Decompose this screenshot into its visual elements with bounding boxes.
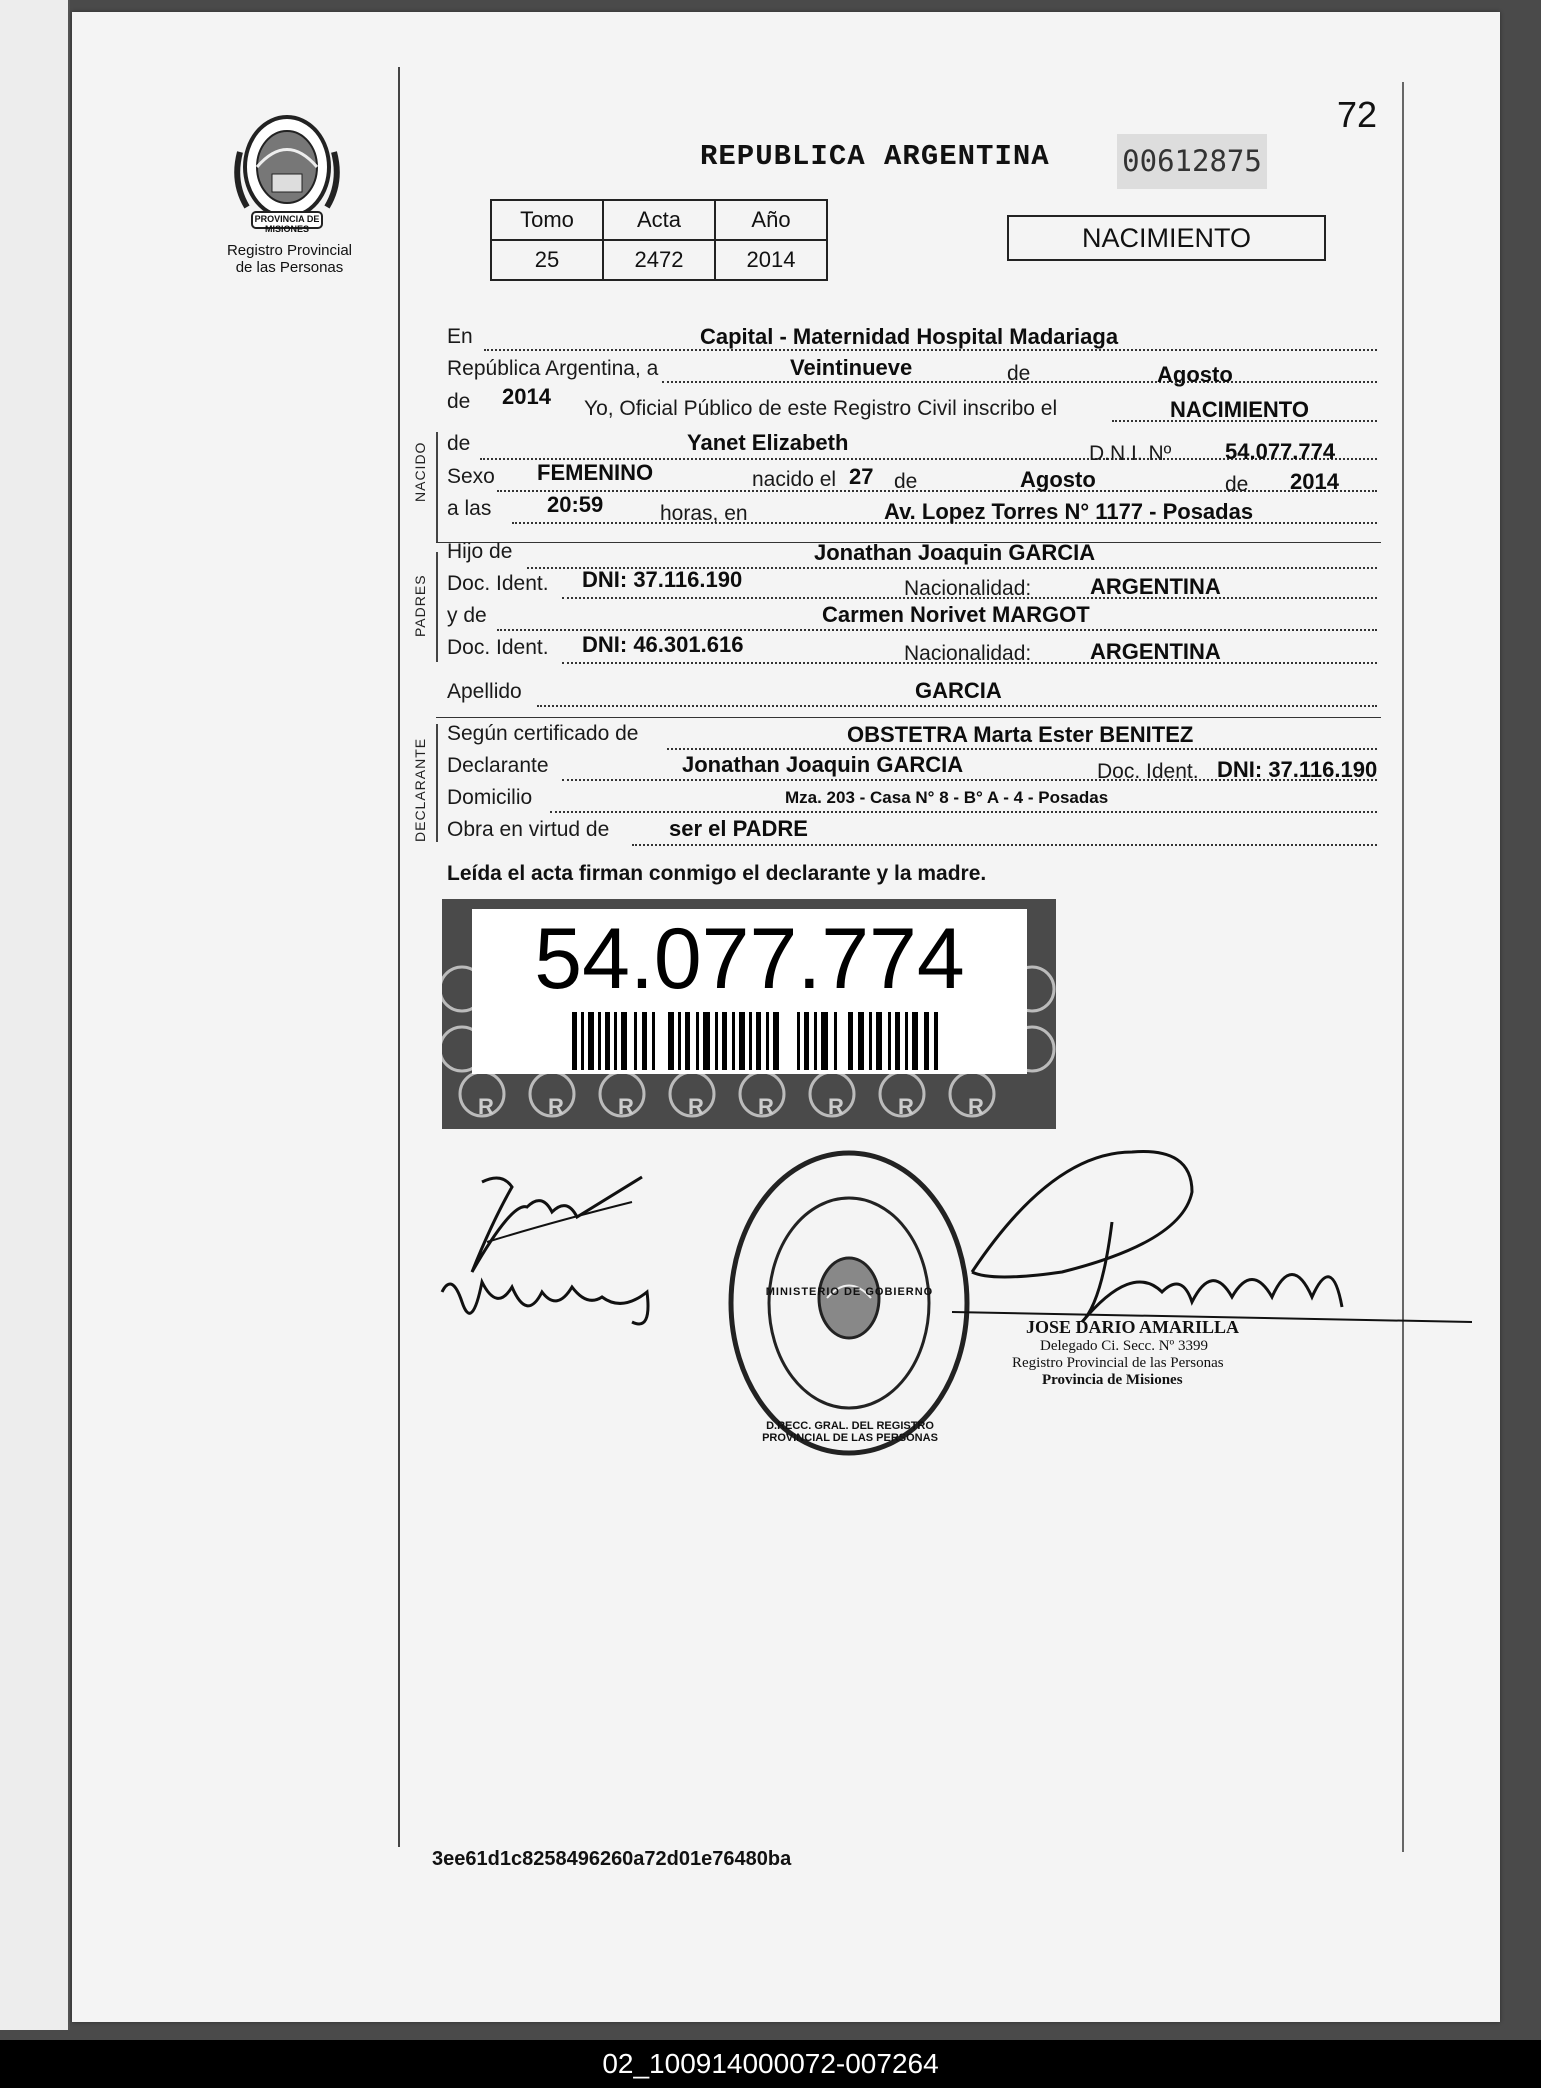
nacido-el-label: nacido el	[752, 468, 837, 491]
birth-de2-label: de	[1225, 473, 1249, 496]
sticker-number: 54.077.774	[534, 911, 965, 1007]
official-name: JOSE DARIO AMARILLA	[1026, 1317, 1240, 1337]
nacido-side-label: NACIDO	[412, 441, 428, 502]
horas-label: horas, en	[660, 502, 748, 525]
child-dni-value: 54.077.774	[1225, 439, 1336, 464]
official-signature	[932, 1132, 1472, 1342]
section-divider-2	[436, 717, 1381, 718]
closing-statement: Leída el acta firman conmigo el declarante y la madre.	[447, 862, 987, 885]
father-nat-label: Nacionalidad:	[904, 577, 1032, 600]
declarant-signatures	[432, 1162, 732, 1352]
official-title: Delegado Ci. Secc. Nº 3399	[1040, 1338, 1208, 1354]
act-type-box: NACIMIENTO	[1007, 215, 1326, 261]
country-title: REPUBLICA ARGENTINA	[700, 140, 1050, 173]
declarante-label: Declarante	[447, 754, 549, 777]
document-hash: 3ee61d1c8258496260a72d01e76480ba	[432, 1848, 792, 1870]
stamp-inner-text: MINISTERIO DE GOBIERNO	[765, 1286, 934, 1298]
registry-line-1: Registro Provincial	[226, 242, 353, 259]
mother-line	[497, 629, 1377, 631]
declarante-bracket	[436, 724, 438, 842]
dni-label: D.N.I. Nº	[1089, 442, 1172, 465]
intro-de2-label: de	[447, 390, 471, 413]
en-label: En	[447, 325, 473, 348]
segun-label: Según certificado de	[447, 722, 639, 745]
intro-day-value: Veintinueve	[790, 355, 913, 380]
birth-time-value: 20:59	[547, 492, 604, 517]
pattern-mark-4: R	[688, 1094, 704, 1119]
acta-header: Acta	[603, 200, 715, 240]
pattern-mark-5: R	[758, 1094, 774, 1119]
sexo-label: Sexo	[447, 465, 495, 488]
padres-side-label: PADRES	[412, 574, 428, 637]
pattern-mark-8: R	[968, 1094, 984, 1119]
obra-label: Obra en virtud de	[447, 818, 610, 841]
logo-text: PROVINCIA DE MISIONES	[254, 214, 320, 234]
declarante-value: Jonathan Joaquin GARCIA	[682, 752, 964, 777]
intro-year-value: 2014	[502, 384, 551, 409]
pattern-mark-2: R	[548, 1094, 564, 1119]
page-number: 72	[1337, 94, 1378, 135]
y-de-label: y de	[447, 604, 487, 627]
father-doc-label: Doc. Ident.	[447, 572, 549, 595]
registry-name	[212, 242, 367, 276]
domicilio-line	[550, 811, 1377, 813]
official-province: Provincia de Misiones	[1042, 1372, 1183, 1388]
apellido-value: GARCIA	[915, 678, 1002, 703]
birth-month-value: Agosto	[1020, 467, 1096, 492]
province-logo	[232, 112, 342, 242]
mother-nat-label: Nacionalidad:	[904, 642, 1032, 665]
birth-de-label: de	[894, 470, 918, 493]
acta-value: 2472	[603, 240, 715, 280]
pattern-mark-3: R	[618, 1094, 634, 1119]
child-name-value: Yanet Elizabeth	[687, 430, 849, 455]
padres-bracket	[436, 552, 438, 662]
volume-record-table	[490, 199, 828, 281]
declarante-side-label: DECLARANTE	[412, 737, 428, 842]
ano-header: Año	[715, 200, 827, 240]
birth-place-value: Av. Lopez Torres N° 1177 - Posadas	[884, 499, 1254, 524]
mother-name-value: Carmen Norivet MARGOT	[822, 602, 1090, 627]
official-signature-block	[1012, 1317, 1372, 1389]
pattern-mark-7: R	[898, 1094, 914, 1119]
oficial-text: Yo, Oficial Público de este Registro Civil inscribo el	[584, 397, 1058, 420]
apellido-line	[537, 705, 1377, 707]
birth-year-value: 2014	[1290, 469, 1339, 494]
domicilio-value: Mza. 203 - Casa N° 8 - B° A - 4 - Posadas	[785, 788, 1109, 807]
nacido-bracket	[436, 432, 438, 542]
father-name-value: Jonathan Joaquin GARCIA	[814, 540, 1096, 565]
father-nat-value: ARGENTINA	[1090, 574, 1221, 599]
pattern-mark-6: R	[828, 1094, 844, 1119]
republica-label: República Argentina, a	[447, 357, 659, 380]
barcode-icon	[572, 1012, 942, 1070]
obra-value: ser el PADRE	[669, 816, 808, 841]
birth-certificate-page	[72, 12, 1500, 2022]
mother-nat-value: ARGENTINA	[1090, 639, 1221, 664]
declarante-doc-value: DNI: 37.116.190	[1217, 757, 1378, 782]
serial-number: 00612875	[1117, 134, 1267, 189]
declarante-doc-label: Doc. Ident.	[1097, 760, 1199, 783]
alas-label: a las	[447, 497, 492, 520]
segun-value: OBSTETRA Marta Ester BENITEZ	[847, 722, 1194, 747]
mother-doc-label: Doc. Ident.	[447, 636, 549, 659]
tomo-value: 25	[491, 240, 603, 280]
father-doc-value: DNI: 37.116.190	[582, 567, 743, 592]
table-header-row	[491, 200, 827, 240]
ano-value: 2014	[715, 240, 827, 280]
scan-id-footer: 02_100914000072-007264	[0, 2040, 1541, 2088]
margin-line-left	[398, 67, 400, 1847]
segun-line	[667, 748, 1377, 750]
domicilio-label: Domicilio	[447, 786, 533, 809]
tomo-header: Tomo	[491, 200, 603, 240]
birth-day-value: 27	[849, 464, 874, 489]
official-registry: Registro Provincial de las Personas	[1012, 1355, 1224, 1371]
pattern-mark-1: R	[478, 1094, 494, 1119]
table-value-row	[491, 240, 827, 280]
mother-doc-value: DNI: 46.301.616	[582, 632, 744, 657]
inscribo-value: NACIMIENTO	[1170, 397, 1309, 422]
hijo-de-label: Hijo de	[447, 540, 513, 563]
previous-page-edge	[0, 0, 70, 2030]
en-value: Capital - Maternidad Hospital Madariaga	[700, 324, 1119, 349]
sexo-value: FEMENINO	[537, 460, 654, 485]
intro-de-label: de	[1007, 362, 1031, 385]
stamp-ring-text: D.RECC. GRAL. DEL REGISTRO PROVINCIAL DE LAS PERSONAS	[762, 1420, 938, 1444]
apellido-label: Apellido	[447, 680, 522, 703]
obra-line	[632, 844, 1377, 846]
intro-month-value: Agosto	[1157, 362, 1233, 387]
registry-line-2: de las Personas	[235, 259, 344, 276]
margin-line-right	[1402, 82, 1404, 1852]
nacido-de-label: de	[447, 432, 471, 455]
id-sticker	[442, 899, 1056, 1129]
